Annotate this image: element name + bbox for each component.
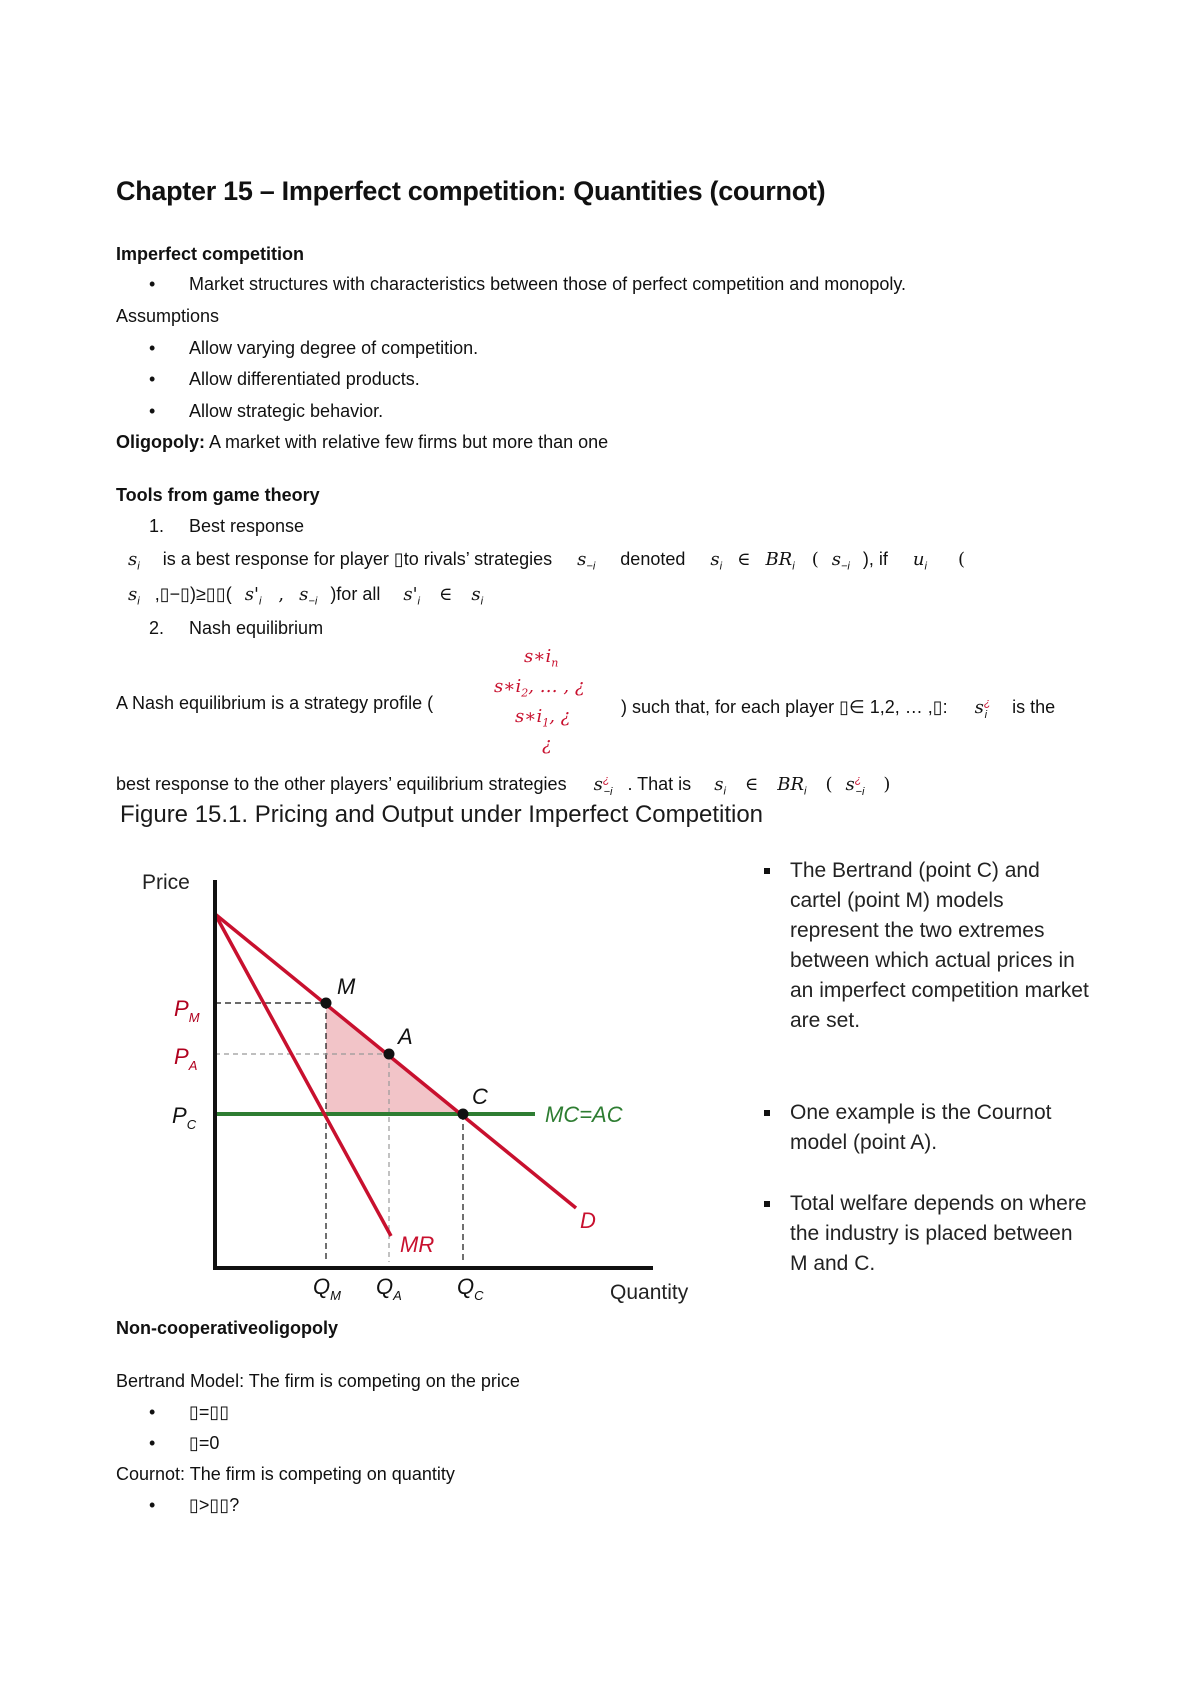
section-heading-game-theory: Tools from game theory (116, 485, 320, 505)
label-pc: $P_C$ (172, 1103, 197, 1132)
label-qc: $Q_C$ (457, 1274, 484, 1303)
page-title: Chapter 15 – Imperfect competition: Quantities (cournot) (116, 176, 826, 206)
list-item: • ▯>▯▯? (189, 1494, 239, 1516)
side-bullet-3: Total welfare depends on where the industry is placed between M and C. (790, 1189, 1090, 1279)
label-qm: $Q_M$ (313, 1274, 341, 1303)
list-item: • Allow differentiated products. (189, 368, 420, 390)
oligopoly-label: Oligopoly: (116, 432, 205, 452)
list-item: • Allow varying degree of competition. (189, 337, 478, 359)
x-axis-label: Quantity (610, 1281, 689, 1304)
label-mc: MC=AC (545, 1102, 623, 1127)
nash-line-1-prefix: A Nash equilibrium is a strategy profile ( (116, 693, 434, 713)
y-axis-label: Price (142, 871, 190, 894)
square-bullet-icon (764, 868, 770, 874)
list-item: • ▯=0 (189, 1432, 219, 1454)
side-bullet-1: The Bertrand (point C) and cartel (point M) models represent the two extremes between which actual prices in an imperfect competition market are set. (790, 856, 1090, 1036)
nash-line-1-suffix: ) such that, for each player ▯∈ 1,2, … ,▯: $s^¿_i$ is the (621, 697, 1056, 721)
list-item: • Market structures with characteristics between those of perfect competition and monopoly. (189, 273, 906, 295)
section-heading-noncoop: Non-cooperativeoligopoly (116, 1318, 339, 1338)
square-bullet-icon (764, 1201, 770, 1207)
label-a: A (398, 1024, 413, 1049)
label-pa: $P_A$ (174, 1044, 198, 1073)
label-m: M (337, 974, 356, 999)
demand-line (215, 914, 576, 1208)
label-c: C (472, 1084, 488, 1109)
point-c (458, 1109, 469, 1120)
nash-expr-bottom: ¿ (542, 734, 552, 755)
numbered-item-nash: 2. Nash equilibrium (149, 618, 324, 638)
point-a (384, 1049, 395, 1060)
bertrand-line: Bertrand Model: The firm is competing on the price (116, 1371, 520, 1391)
label-d: D (580, 1208, 596, 1233)
numbered-item-best-response: 1. Best response (149, 516, 305, 536)
assumptions-label: Assumptions (116, 306, 220, 326)
section-heading-imperfect: Imperfect competition (116, 244, 305, 264)
label-qa: $Q_A$ (376, 1274, 402, 1303)
best-response-line-2: $s_i$ ,▯−▯)≥▯▯( $s'_i$ , $s_{-i}$ )for all $s'_i$ ∈ $s_i$ (128, 584, 484, 608)
nash-expr-mid: $s∗i_2$, … , ¿ (494, 676, 585, 700)
cournot-line: Cournot: The firm is competing on quantity (116, 1464, 455, 1484)
nash-line-2: best response to the other players’ equilibrium strategies $s^¿_{-i}$ . That is $s_i$ ∈ $BR_i$ ( $s^¿_{-i}$ ) (116, 774, 891, 798)
square-bullet-icon (764, 1110, 770, 1116)
best-response-line-1: $s_i$ is a best response for player ▯to rivals’ strategies $s_{-i}$ denoted $s_i$ ∈ $BR_i$ ( $s_{-i}$ ), if $u_i$ ( (128, 549, 965, 573)
list-item: • Allow strategic behavior. (189, 400, 383, 422)
nash-expr-top: $s∗i_n$ (524, 646, 559, 670)
list-item: • ▯=▯▯ (189, 1401, 229, 1423)
label-pm: $P_M$ (174, 996, 200, 1025)
figure-title: Figure 15.1. Pricing and Output under Imperfect Competition (120, 801, 764, 828)
nash-expr-low: $s∗i_1$, ¿ (515, 706, 571, 730)
side-bullet-2: One example is the Cournot model (point A). (790, 1098, 1090, 1158)
label-mr: MR (400, 1232, 435, 1257)
oligopoly-text: A market with relative few firms but more than one (209, 432, 609, 452)
point-m (321, 998, 332, 1009)
